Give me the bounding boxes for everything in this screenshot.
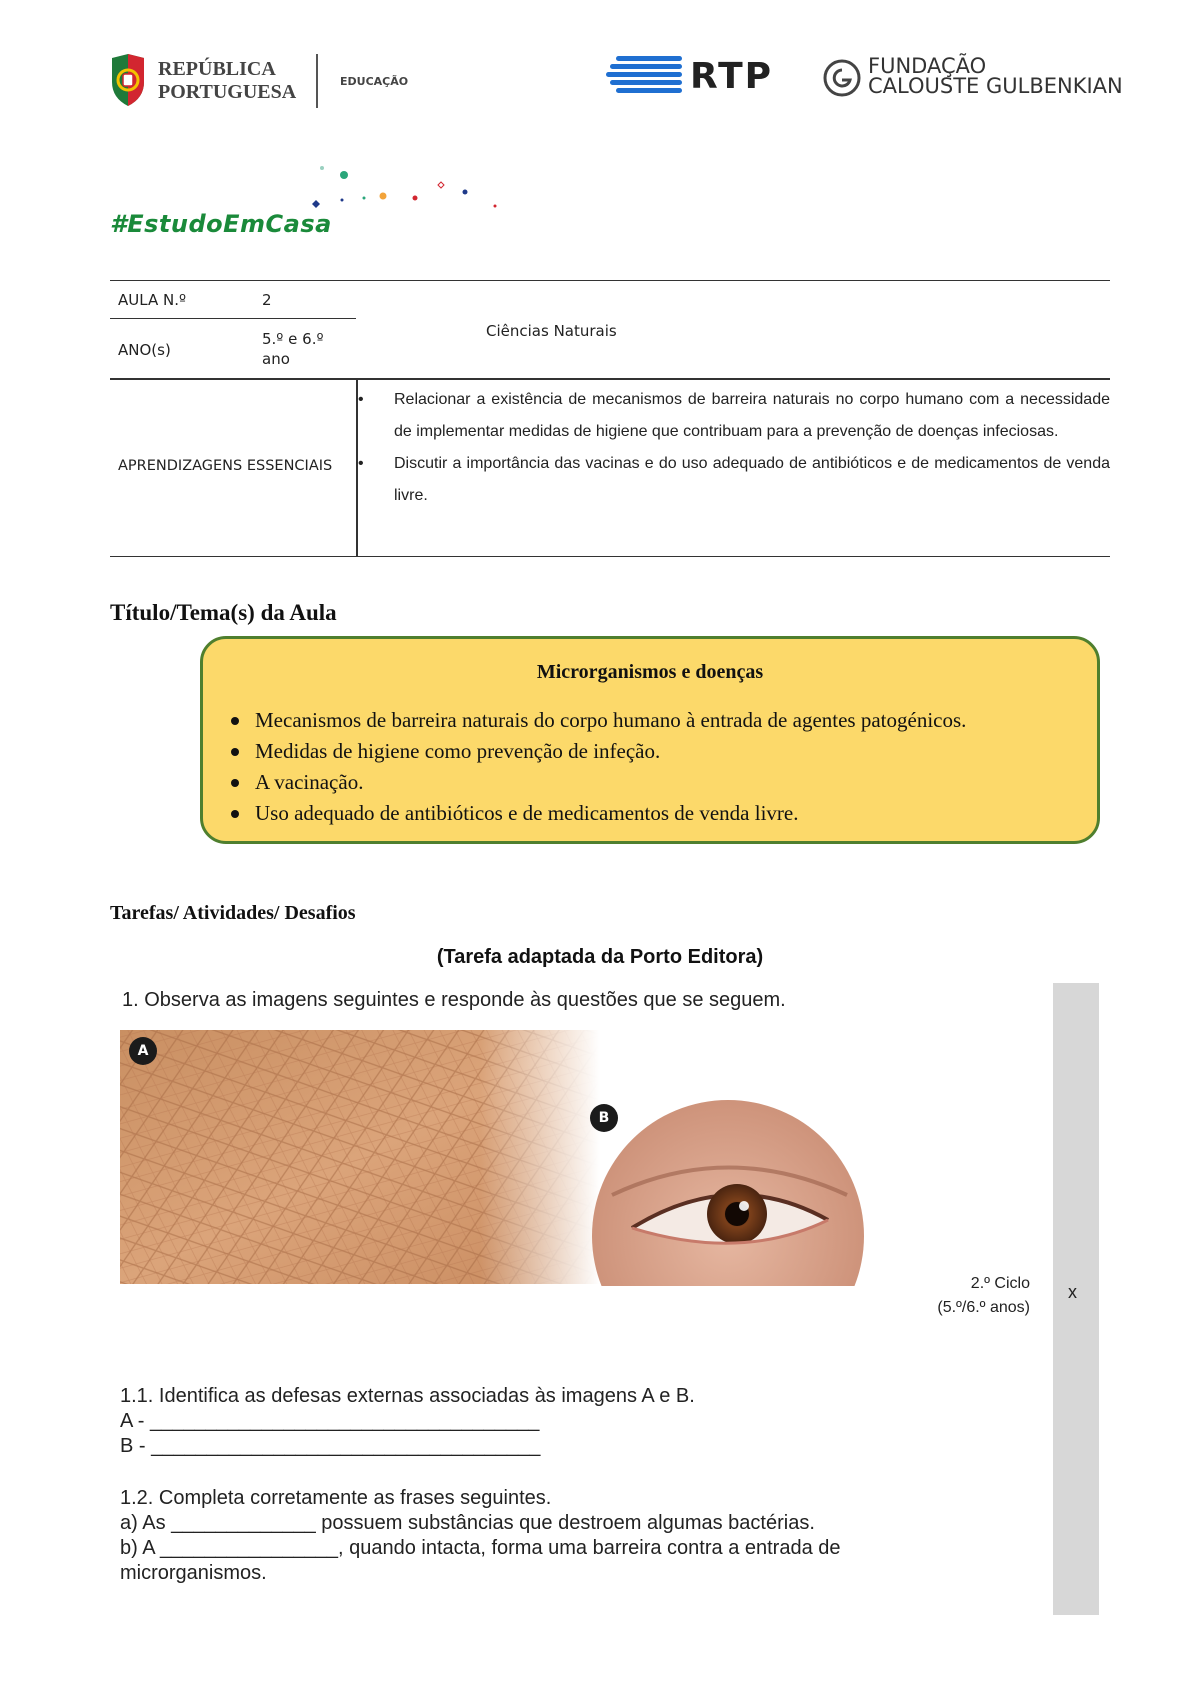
rtp-stripes-icon bbox=[606, 54, 686, 96]
bullet-icon: • bbox=[358, 455, 364, 472]
theme-item: Mecanismos de barreira naturais do corpo humano à entrada de agentes patogénicos. bbox=[231, 705, 966, 736]
republica-logo bbox=[106, 52, 150, 108]
aula-label: AULA N.º bbox=[118, 291, 187, 309]
theme-item: A vacinação. bbox=[231, 767, 966, 798]
aula-value: 2 bbox=[262, 291, 272, 309]
bullet-icon: • bbox=[358, 391, 364, 408]
ano-label: ANO(s) bbox=[118, 341, 171, 359]
rtp-text: RTP bbox=[690, 56, 774, 97]
sentence-b[interactable]: b) A ________________, quando intacta, forma uma barreira contra a entrada de bbox=[120, 1537, 841, 1559]
answer-line-b[interactable]: B - ___________________________________ bbox=[120, 1435, 541, 1457]
eye-image bbox=[592, 1100, 864, 1286]
republica-portuguesa-text: REPÚBLICA PORTUGUESA bbox=[158, 58, 297, 103]
ano-value: 5.º e 6.º ano bbox=[262, 330, 324, 368]
rtp-logo bbox=[606, 54, 686, 96]
aula-row-line bbox=[110, 318, 356, 319]
decorative-dots bbox=[300, 160, 510, 210]
gulbenkian-logo bbox=[822, 58, 862, 98]
tarefas-heading: Tarefas/ Atividades/ Desafios bbox=[110, 902, 356, 924]
question-1-2-block bbox=[120, 1486, 841, 1586]
question-1-2: 1.2. Completa corretamente as frases seguintes. bbox=[120, 1487, 552, 1509]
question-1: 1. Observa as imagens seguintes e responde às questões que se seguem. bbox=[122, 989, 786, 1011]
table-bottom-line bbox=[110, 556, 1110, 557]
theme-title: Microrganismos e doenças bbox=[536, 661, 764, 683]
eye-illustration bbox=[592, 1100, 864, 1286]
aprendizagem-item: • Discutir a importância das vacinas e do uso adequado de antibióticos e de medicamentos de venda livre. bbox=[394, 448, 1110, 512]
republica-emblem-icon bbox=[106, 52, 150, 108]
theme-box bbox=[200, 636, 1100, 844]
ciclo-check-mark: x bbox=[1068, 1282, 1077, 1302]
aprendizagens-list bbox=[358, 384, 1110, 512]
ciclo-label: 2.º Ciclo (5.º/6.º anos) bbox=[937, 1275, 1030, 1316]
skin-image bbox=[120, 1030, 600, 1284]
skin-texture-illustration bbox=[120, 1030, 600, 1284]
adapted-note: (Tarefa adaptada da Porto Editora) bbox=[436, 946, 764, 968]
header-separator bbox=[316, 54, 318, 108]
gulbenkian-emblem-icon bbox=[822, 58, 862, 98]
educacao-text: EDUCAÇÃO bbox=[340, 75, 409, 88]
theme-list bbox=[231, 705, 966, 829]
theme-item: Medidas de higiene como prevenção de infeção. bbox=[231, 736, 966, 767]
image-b-badge: B bbox=[590, 1104, 618, 1132]
aprendizagens-label: APRENDIZAGENS ESSENCIAIS bbox=[118, 458, 333, 474]
titulo-heading: Título/Tema(s) da Aula bbox=[110, 600, 337, 625]
subject: Ciências Naturais bbox=[486, 322, 617, 340]
ano-row-line bbox=[110, 378, 1110, 380]
answer-line-a[interactable]: A - ___________________________________ bbox=[120, 1410, 540, 1432]
gulbenkian-text: FUNDAÇÃO CALOUSTE GULBENKIAN bbox=[868, 54, 1123, 98]
image-a-badge: A bbox=[129, 1037, 157, 1065]
sentence-a[interactable]: a) As _____________ possuem substâncias que destroem algumas bactérias. bbox=[120, 1512, 815, 1534]
question-1-1: 1.1. Identifica as defesas externas associadas às imagens A e B. bbox=[120, 1385, 695, 1407]
question-1-1-block bbox=[120, 1384, 695, 1459]
sentence-b-continuation: microrganismos. bbox=[120, 1562, 267, 1584]
aprendizagem-item: • Relacionar a existência de mecanismos de barreira naturais no corpo humano com a necessidade de implementar medidas de higiene que contribuam para a prevenção de doenças infeciosas. bbox=[394, 384, 1110, 448]
hashtag-estudoemcasa: #EstudoEmCasa bbox=[110, 210, 332, 238]
theme-item: Uso adequado de antibióticos e de medicamentos de venda livre. bbox=[231, 798, 966, 829]
table-top-line bbox=[110, 280, 1110, 281]
